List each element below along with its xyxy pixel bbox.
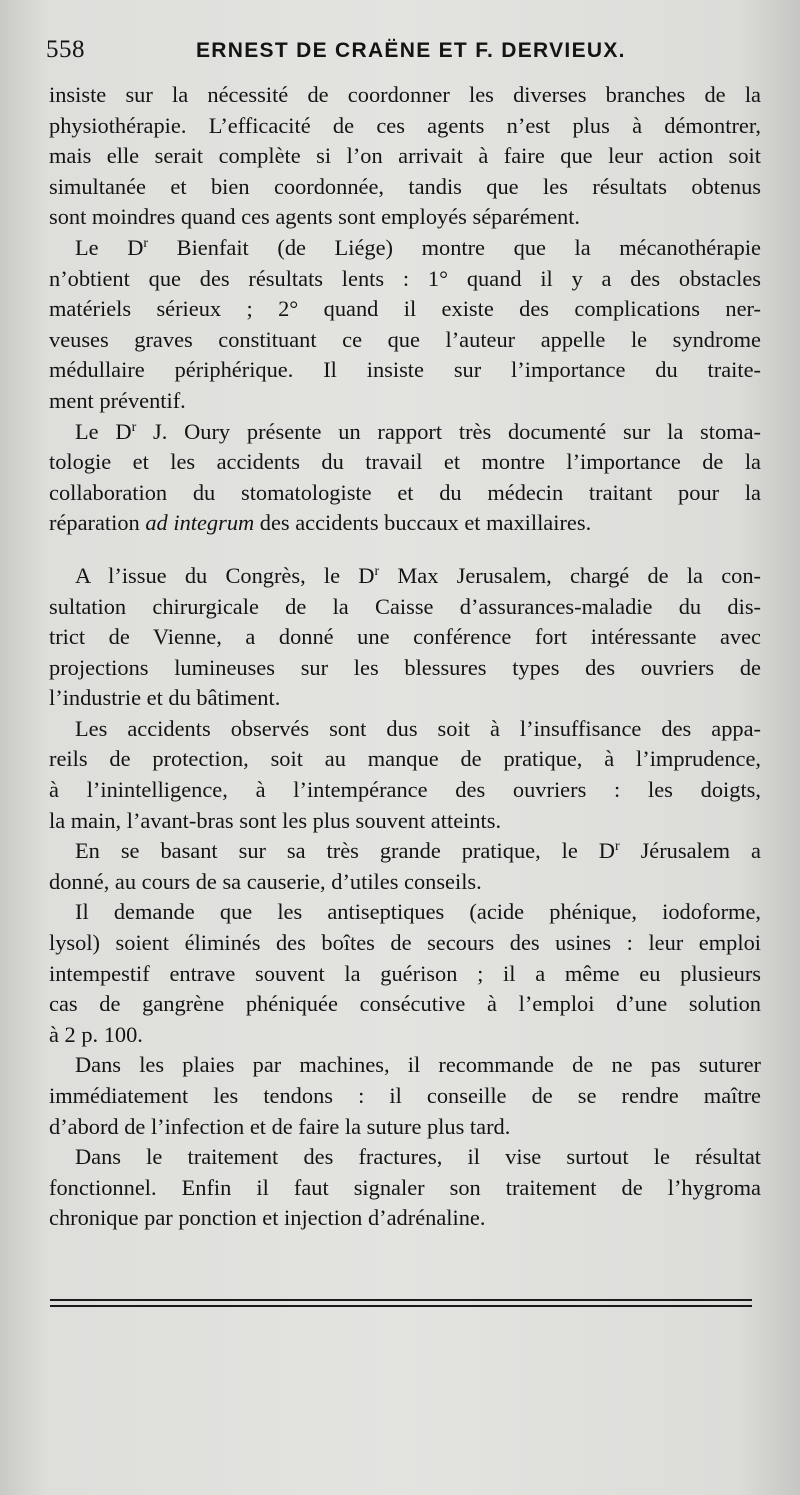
running-head bbox=[46, 36, 746, 72]
text-run: A l’issue du Congrès, le D bbox=[75, 562, 375, 588]
text-line: Dans le traitement des fractures, il vise surtout le résultat bbox=[75, 1144, 761, 1170]
superscript: r bbox=[131, 419, 137, 435]
text-line: à l’inintelligence, à l’intempérance des ouvriers : les doigts, bbox=[49, 777, 761, 803]
text-line: tologie et les accidents du travail et montre l’importance de la bbox=[49, 449, 761, 475]
text-run: Jérusalem a bbox=[619, 838, 761, 864]
text-line bbox=[49, 836, 761, 867]
text-line: simultanée et bien coordonnée, tandis que les résultats obtenus bbox=[49, 173, 761, 199]
paragraph-1 bbox=[49, 80, 761, 233]
paragraph-7 bbox=[49, 897, 761, 1050]
paragraph-5 bbox=[49, 714, 761, 836]
italic-phrase: ad integrum bbox=[145, 510, 255, 536]
paragraph-8 bbox=[49, 1050, 761, 1142]
text-line bbox=[49, 417, 761, 448]
text-line: sultation chirurgicale de la Caisse d’assurances-maladie du dis- bbox=[49, 593, 761, 619]
body-text bbox=[49, 80, 761, 1234]
text-line bbox=[49, 233, 761, 264]
text-line: veuses graves constituant ce que l’auteur appelle le syndrome bbox=[49, 326, 761, 352]
text-run: J. Oury présente un rapport très documenté sur la stoma- bbox=[136, 418, 761, 444]
text-run: des accidents buccaux et maxillaires. bbox=[254, 510, 592, 536]
text-line: donné, au cours de sa causerie, d’utiles conseils. bbox=[49, 868, 482, 894]
text-line: ment préventif. bbox=[49, 387, 186, 413]
text-run: Max Jerusalem, chargé de la con- bbox=[379, 562, 761, 588]
text-line: l’industrie et du bâtiment. bbox=[49, 685, 281, 711]
text-line: médullaire périphérique. Il insiste sur l’importance du traite- bbox=[49, 357, 761, 383]
text-line: cas de gangrène phéniquée consécutive à l’emploi d’une solution bbox=[49, 991, 761, 1017]
text-run: réparation bbox=[49, 510, 146, 536]
text-line: insiste sur la nécessité de coordonner les diverses branches de la bbox=[49, 82, 761, 107]
text-line: physiothérapie. L’efficacité de ces agents n’est plus à démontrer, bbox=[49, 112, 761, 138]
text-line: d’abord de l’infection et de faire la suture plus tard. bbox=[49, 1113, 511, 1139]
running-title: ERNEST DE CRAËNE ET F. DERVIEUX. bbox=[196, 39, 626, 62]
page-number: 558 bbox=[46, 36, 85, 63]
text-line: trict de Vienne, a donné une conférence fort intéressante avec bbox=[49, 624, 761, 650]
paragraph-4 bbox=[49, 561, 761, 714]
superscript: r bbox=[614, 839, 620, 855]
text-line: projections lumineuses sur les blessures types des ouvriers de bbox=[49, 654, 761, 680]
text-line: mais elle serait complète si l’on arrivait à faire que leur action soit bbox=[49, 143, 761, 169]
text-line: immédiatement les tendons : il conseille de se rendre maître bbox=[49, 1083, 761, 1108]
text-line: Dans les plaies par machines, il recommande de ne pas suturer bbox=[75, 1052, 761, 1078]
text-run: Le D bbox=[75, 234, 144, 260]
text-line: Il demande que les antiseptiques (acide phénique, iodoforme, bbox=[75, 899, 761, 925]
text-run: Bienfait (de Liége) montre que la mécanothérapie bbox=[148, 234, 761, 260]
paragraph-gap bbox=[49, 539, 761, 561]
text-line: Les accidents observés sont dus soit à l’insuffisance des appa- bbox=[75, 715, 761, 741]
text-line: à 2 p. 100. bbox=[49, 1021, 143, 1047]
text-line: sont moindres quand ces agents sont employés séparément. bbox=[49, 204, 581, 230]
paragraph-6 bbox=[49, 836, 761, 897]
paragraph-9 bbox=[49, 1142, 761, 1234]
text-line: matériels sérieux ; 2° quand il existe des complications ner- bbox=[49, 296, 761, 322]
text-run: Le D bbox=[75, 418, 132, 444]
text-line bbox=[49, 508, 761, 539]
double-rule-top bbox=[50, 1299, 752, 1301]
text-line bbox=[49, 561, 761, 592]
text-line: collaboration du stomatologiste et du médecin traitant pour la bbox=[49, 479, 761, 505]
text-line: la main, l’avant-bras sont les plus souvent atteints. bbox=[49, 807, 502, 833]
text-line: fonctionnel. Enfin il faut signaler son traitement de l’hygroma bbox=[49, 1174, 761, 1200]
text-line: n’obtient que des résultats lents : 1° quand il y a des obstacles bbox=[49, 265, 761, 291]
text-line: intempestif entrave souvent la guérison ; il a même eu plusieurs bbox=[49, 960, 761, 986]
superscript: r bbox=[374, 563, 380, 579]
paragraph-2 bbox=[49, 233, 761, 417]
text-line: reils de protection, soit au manque de pratique, à l’imprudence, bbox=[49, 746, 761, 772]
text-line: lysol) soient éliminés des boîtes de secours des usines : leur emploi bbox=[49, 930, 761, 956]
superscript: r bbox=[143, 235, 149, 251]
text-run: En se basant sur sa très grande pratique, le D bbox=[75, 838, 615, 864]
text-line: chronique par ponction et injection d’adrénaline. bbox=[49, 1205, 486, 1231]
paragraph-3 bbox=[49, 417, 761, 539]
double-rule-bottom bbox=[50, 1305, 752, 1307]
